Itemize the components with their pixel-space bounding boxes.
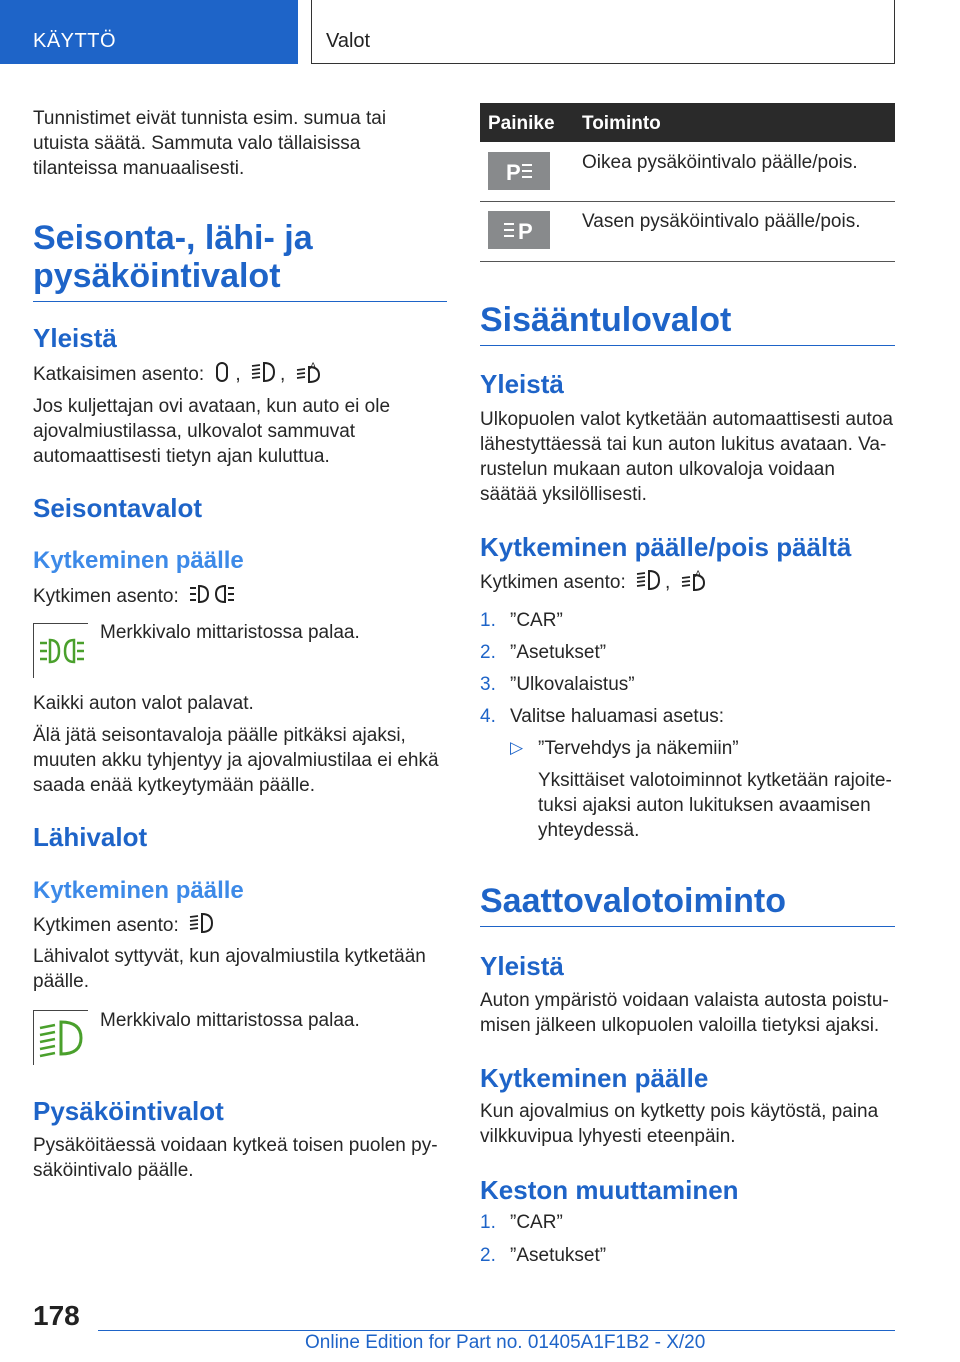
- list-item: Valitse haluamasi asetus:: [510, 706, 725, 727]
- list-item: ”Asetukset”: [510, 642, 607, 663]
- light-off-icon: [213, 361, 231, 383]
- heading-switch-on-3: Kytkeminen päälle: [480, 1063, 709, 1093]
- auto-light-icon: [680, 569, 706, 591]
- footer-divider: [98, 1330, 895, 1331]
- follow-switch-text: Kun ajovalmius on kytketty pois käytöstä, paina vilkkuvipua lyhyesti eteenpäin.: [480, 1101, 879, 1147]
- intro-paragraph: Tunnistimet eivät tunnista esim. sumua tai utuista säätä. Sammuta valo tällaisissa tilanteissa manuaalisesti.: [33, 108, 387, 179]
- side-light-indicator-icon: [37, 627, 87, 675]
- switch-position-line: Katkaisimen asento: , , A: [33, 361, 447, 387]
- table-row: [488, 152, 550, 190]
- switch-position-label: Kytkimen asento:: [33, 915, 179, 936]
- heading-side-lights: Seisontavalot: [33, 493, 203, 523]
- table-cell-right-parking: Oikea pysäköintivalo päälle/pois.: [582, 152, 858, 173]
- svg-text:A: A: [694, 570, 701, 580]
- low-beam-icon: [188, 912, 214, 934]
- heading-parking-lights: Seisonta-, lähi- ja pysäköintivalot: [33, 219, 447, 302]
- list-item: ”Asetukset”: [510, 1245, 607, 1266]
- heading-general-3: Yleistä: [480, 951, 564, 981]
- switch-position-label: Katkaisimen asento:: [33, 364, 205, 385]
- switch-position-label: Kytkimen asento:: [33, 586, 179, 607]
- section-title: KÄYTTÖ: [33, 30, 117, 52]
- heading-change-duration: Keston muuttaminen: [480, 1175, 739, 1205]
- list-item-number: 2.: [480, 642, 496, 663]
- switch-position-label: Kytkimen asento:: [480, 572, 626, 593]
- right-parking-light-icon: [488, 152, 550, 190]
- table-header: [480, 103, 895, 142]
- table-header-function: Toiminto: [582, 113, 661, 134]
- switch-position-welcome-line: Kytkimen asento: , A: [480, 569, 895, 595]
- list-item: ”Ulkovalaistus”: [510, 674, 635, 695]
- list-item: ”CAR”: [510, 610, 563, 631]
- list-item-number: 1.: [480, 1212, 496, 1233]
- low-beam-icon: [250, 361, 276, 383]
- footer-edition: Online Edition for Part no. 01405A1F1B2 - X/20: [305, 1332, 706, 1353]
- follow-general-text: Auton ympäristö voidaan valaista autosta poistumisen jälkeen ulkopuolen valoilla tietyksi ajaksi.: [480, 990, 889, 1036]
- heading-switch-on-1: Kytkeminen päälle: [33, 547, 244, 574]
- svg-text:A: A: [309, 362, 316, 372]
- left-parking-light-icon: [488, 211, 550, 249]
- list-item-number: 2.: [480, 1245, 496, 1266]
- welcome-general-text: Ulkopuolen valot kytketään automaattisesti autoa lähestyttäessä tai kun auton lukitus avataan. Varustelun mukaan auton ulkovaloja voidaan säätää yksilöllisesti.: [480, 409, 893, 505]
- heading-general-2: Yleistä: [480, 369, 564, 399]
- indicator-text-2: Merkkivalo mittaristossa palaa.: [100, 1010, 360, 1031]
- all-lights-text: Kaikki auton valot palavat.: [33, 693, 254, 714]
- heading-switch-on-2: Kytkeminen päälle: [33, 877, 244, 904]
- bullet-icon: ▷: [510, 738, 524, 757]
- list-item: ”CAR”: [510, 1212, 563, 1233]
- parking-text: Pysäköitäessä voidaan kytkeä toisen puolen pysäköintivalo päälle.: [33, 1135, 438, 1181]
- list-item-number: 4.: [480, 706, 496, 727]
- switch-position-side-line: [33, 583, 447, 609]
- table-header-button: Painike: [488, 113, 555, 134]
- page-number: 178: [33, 1300, 80, 1331]
- low-beam-icon: [635, 569, 661, 591]
- heading-low-beam: Lähivalot: [33, 822, 148, 852]
- table-row: [488, 211, 550, 249]
- side-light-indicator-box: [33, 623, 88, 678]
- list-item-number: 1.: [480, 610, 496, 631]
- switch-position-low-line: [33, 912, 447, 938]
- chapter-tab: [311, 0, 895, 64]
- indicator-text-1: Merkkivalo mittaristossa palaa.: [100, 622, 360, 643]
- sub-list-text: Yksittäiset valotoiminnot kytketään rajoitetuksi ajaksi auton lukituksen avaamisen yhteydessä.: [538, 770, 892, 841]
- heading-welcome-lights: Sisääntulovalot: [480, 301, 895, 346]
- heading-follow-me-home: Saattovalotoiminto: [480, 882, 895, 927]
- low-beam-indicator-icon: [37, 1014, 87, 1064]
- heading-switch-on-off: Kytkeminen päälle/pois päältä: [480, 532, 852, 562]
- low-beam-indicator-box: [33, 1010, 88, 1065]
- side-light-icon: [188, 583, 236, 605]
- general-paragraph: Jos kuljettajan ovi avataan, kun auto ei ole ajovalmiustilassa, ulkovalot sammuvat automaattisesti tietyn ajan kuluttua.: [33, 396, 391, 467]
- table-cell-left-parking: Vasen pysäköintivalo päälle/pois.: [582, 211, 861, 232]
- chapter-title: Valot: [326, 30, 371, 52]
- section-tab: [0, 0, 298, 64]
- table-divider: [480, 261, 895, 262]
- heading-general: Yleistä: [33, 323, 117, 353]
- table-divider: [480, 201, 895, 202]
- list-item-number: 3.: [480, 674, 496, 695]
- sub-list-item: ”Tervehdys ja näkemiin”: [538, 738, 739, 759]
- warning-text: Älä jätä seisontavaloja päälle pitkäksi ajaksi, muuten akku tyhjentyy ja ajovalmiustilaa ei ehkä saada enää kytkeytymään päälle.: [33, 725, 439, 796]
- auto-light-icon: [295, 361, 321, 383]
- heading-parking-light: Pysäköintivalot: [33, 1096, 224, 1126]
- svg-text:P: P: [518, 219, 533, 244]
- svg-text:P: P: [506, 160, 521, 185]
- low-beam-text: Lähivalot syttyvät, kun ajovalmiustila kytketään päälle.: [33, 946, 426, 992]
